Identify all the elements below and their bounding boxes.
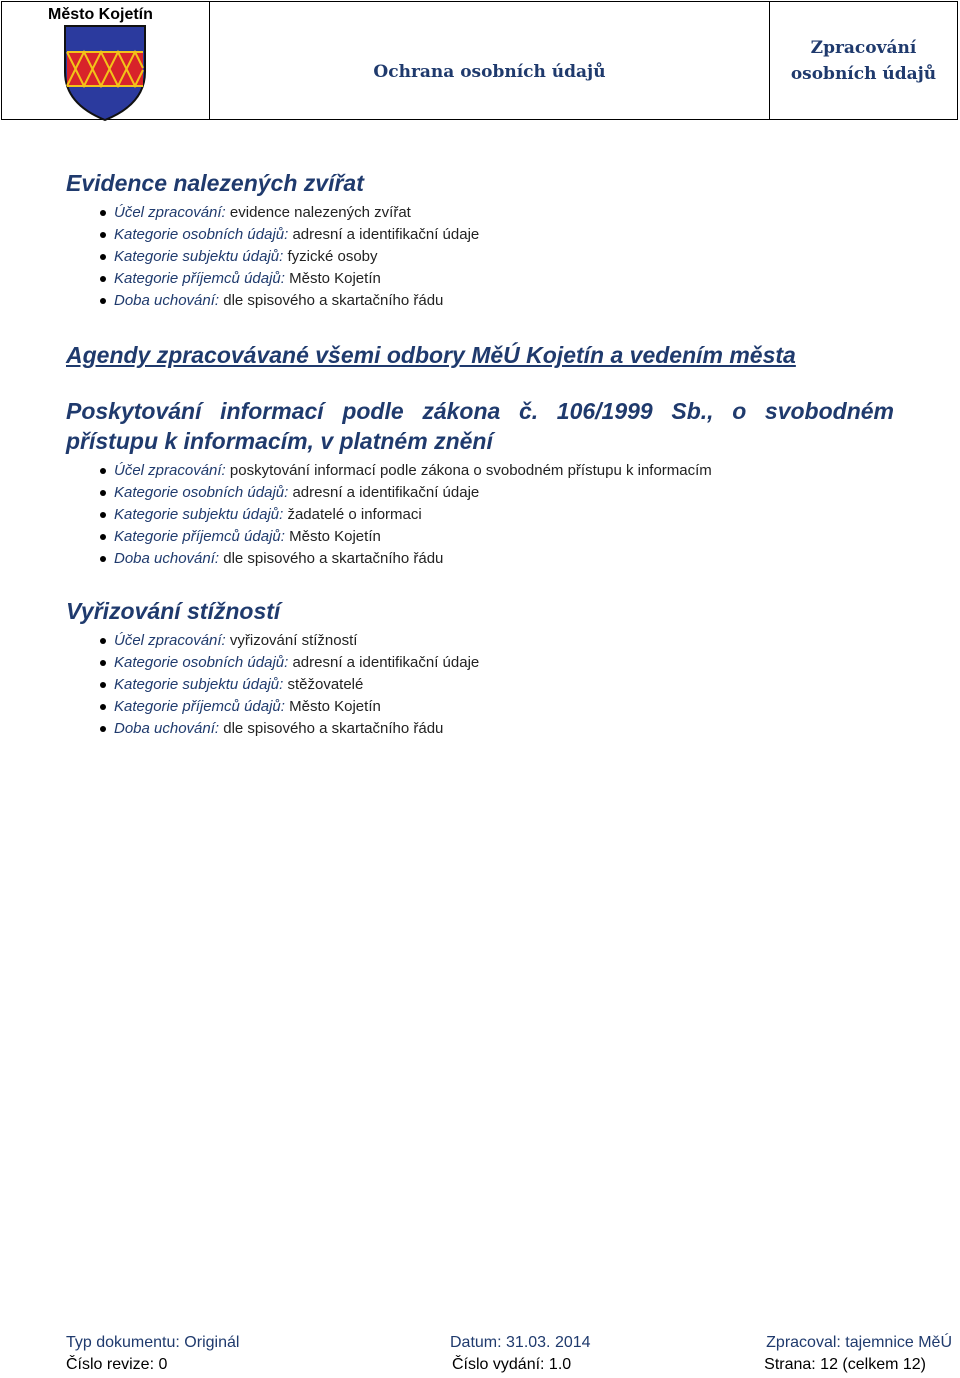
item-value: poskytování informací podle zákona o svobodném přístupu k informacím bbox=[229, 462, 712, 479]
list-item bbox=[114, 224, 894, 246]
list-item bbox=[114, 246, 894, 268]
subject-title-line1: Zpracování bbox=[810, 37, 917, 58]
section-items bbox=[66, 630, 894, 740]
list-item bbox=[114, 202, 894, 224]
item-value: stěžovatelé bbox=[287, 676, 364, 693]
section-items bbox=[66, 460, 894, 570]
list-item bbox=[114, 526, 894, 548]
list-item bbox=[114, 718, 894, 740]
doc-type: Typ dokumentu: Originál bbox=[66, 1334, 240, 1351]
item-value: vyřizování stížností bbox=[229, 632, 358, 649]
page-header bbox=[1, 1, 958, 120]
item-label: Kategorie osobních údajů: bbox=[114, 484, 289, 501]
item-label: Kategorie subjektu údajů: bbox=[114, 506, 284, 523]
item-label: Účel zpracování: bbox=[114, 632, 226, 649]
list-item bbox=[114, 548, 894, 570]
item-label: Účel zpracování: bbox=[114, 462, 226, 479]
page-footer bbox=[66, 1334, 952, 1378]
document-title: Ochrana osobních údajů bbox=[373, 62, 606, 82]
item-value: dle spisového a skartačního řádu bbox=[223, 720, 444, 737]
section-info-access bbox=[66, 396, 894, 570]
footer-row-1 bbox=[66, 1334, 952, 1356]
issue-number: Číslo vydání: 1.0 bbox=[452, 1356, 572, 1373]
item-label: Kategorie subjektu údajů: bbox=[114, 248, 284, 265]
section-title-all-departments: Agendy zpracovávané všemi odbory MěÚ Kojetín a vedením města bbox=[66, 342, 796, 368]
item-value: Město Kojetín bbox=[289, 528, 381, 545]
list-item bbox=[114, 630, 894, 652]
item-value: Město Kojetín bbox=[289, 698, 381, 715]
item-label: Doba uchování: bbox=[114, 292, 220, 309]
section-title: Vyřizování stížností bbox=[66, 598, 281, 624]
item-label: Kategorie příjemců údajů: bbox=[114, 698, 285, 715]
list-item bbox=[114, 696, 894, 718]
prepared-by: Zpracoval: tajemnice MěÚ bbox=[766, 1334, 952, 1351]
list-item bbox=[114, 652, 894, 674]
town-name: Město Kojetín bbox=[48, 6, 153, 23]
item-value: žadatelé o informaci bbox=[287, 506, 422, 523]
item-value: adresní a identifikační údaje bbox=[292, 484, 480, 501]
item-label: Kategorie příjemců údajů: bbox=[114, 270, 285, 287]
item-label: Kategorie příjemců údajů: bbox=[114, 528, 285, 545]
item-label: Kategorie osobních údajů: bbox=[114, 226, 289, 243]
revision-number: Číslo revize: 0 bbox=[66, 1356, 168, 1373]
item-value: adresní a identifikační údaje bbox=[292, 226, 480, 243]
section-title: Evidence nalezených zvířat bbox=[66, 170, 364, 196]
list-item bbox=[114, 482, 894, 504]
item-label: Účel zpracování: bbox=[114, 204, 226, 221]
footer-row-2 bbox=[66, 1356, 952, 1378]
section-items bbox=[66, 202, 894, 312]
item-value: Město Kojetín bbox=[289, 270, 381, 287]
item-label: Kategorie osobních údajů: bbox=[114, 654, 289, 671]
header-title-cell bbox=[210, 2, 770, 119]
item-value: adresní a identifikační údaje bbox=[292, 654, 480, 671]
header-logo-cell bbox=[2, 2, 210, 119]
item-label: Doba uchování: bbox=[114, 550, 220, 567]
section-complaints bbox=[66, 596, 894, 740]
page-number: Strana: 12 (celkem 12) bbox=[764, 1356, 926, 1373]
list-item bbox=[114, 674, 894, 696]
town-crest-logo bbox=[62, 24, 148, 122]
item-value: fyzické osoby bbox=[287, 248, 378, 265]
section-title: Poskytování informací podle zákona č. 106/1999 Sb., o svobodném přístupu k informacím, v platném znění bbox=[66, 398, 894, 454]
item-value: dle spisového a skartačního řádu bbox=[223, 550, 444, 567]
item-label: Doba uchování: bbox=[114, 720, 220, 737]
list-item bbox=[114, 290, 894, 312]
doc-date: Datum: 31.03. 2014 bbox=[450, 1334, 591, 1351]
item-value: evidence nalezených zvířat bbox=[229, 204, 411, 221]
item-label: Kategorie subjektu údajů: bbox=[114, 676, 284, 693]
list-item bbox=[114, 268, 894, 290]
list-item bbox=[114, 504, 894, 526]
document-body bbox=[66, 168, 894, 740]
list-item bbox=[114, 460, 894, 482]
item-value: dle spisového a skartačního řádu bbox=[223, 292, 444, 309]
header-subject-cell bbox=[770, 2, 957, 119]
subject-title-line2: osobních údajů bbox=[790, 63, 937, 84]
section-found-animals bbox=[66, 168, 894, 312]
